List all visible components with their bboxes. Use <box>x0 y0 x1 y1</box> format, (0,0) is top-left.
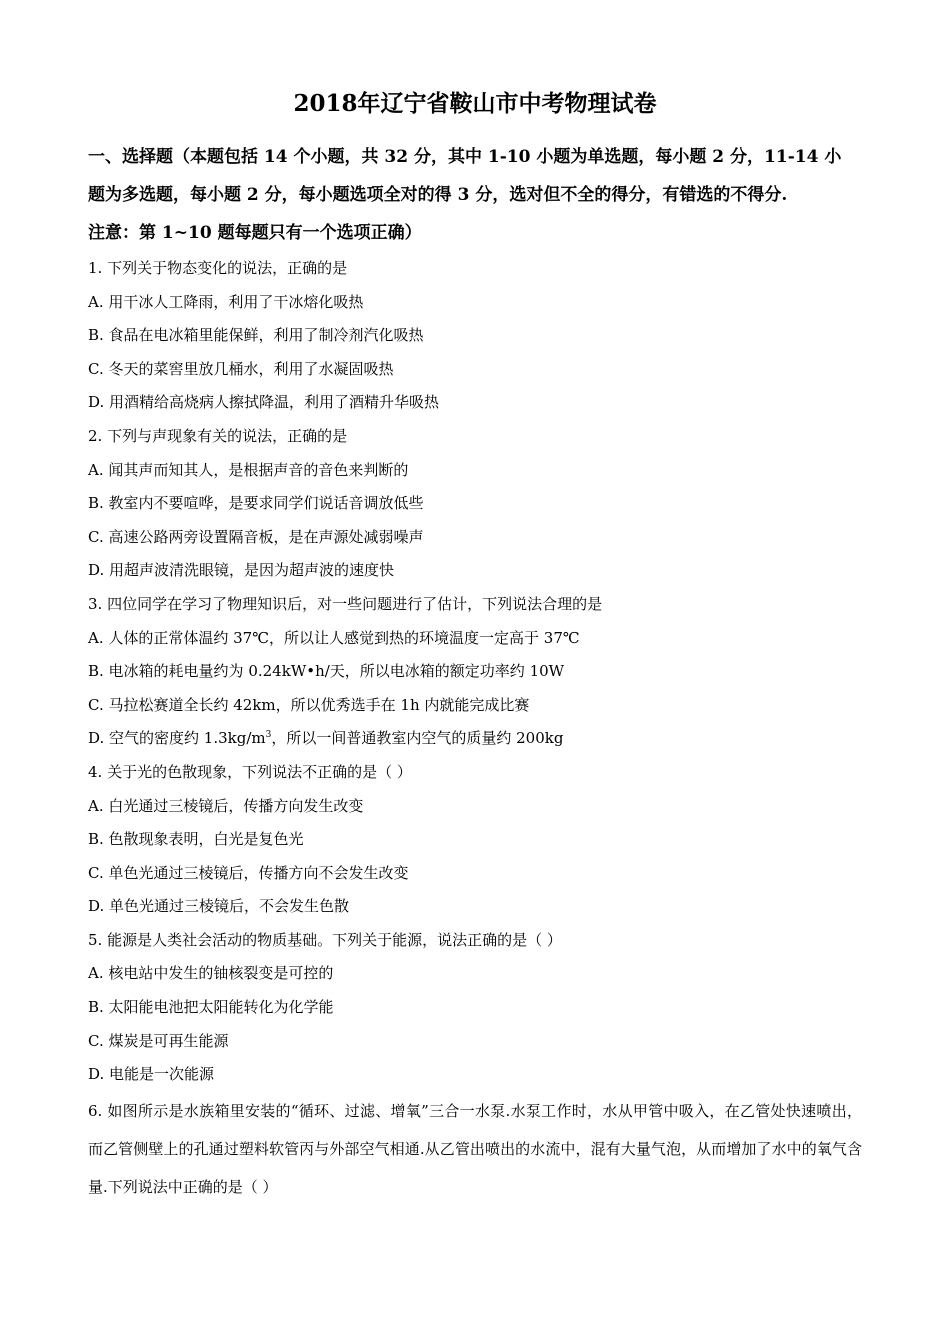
section-header-line: 注意：第 1~10 题每题只有一个选项正确） <box>88 223 422 243</box>
question-3 <box>88 588 862 756</box>
question-stem: 4. 关于光的色散现象，下列说法不正确的是（ ） <box>88 762 412 781</box>
question-stem: 6. 如图所示是水族箱里安装的“循环、过滤、增氧”三合一水泵.水泵工作时，水从甲管中吸入，在乙管处快速喷出，而乙管侧壁上的孔通过塑料软管丙与外部空气相通.从乙管出喷出的水流中，混有大量气泡，从而增加了水中的氧气含量.下列说法中正确的是（ ） <box>88 1101 862 1196</box>
option-a: A. 闻其声而知其人，是根据声音的音色来判断的 <box>88 460 409 479</box>
option-a: A. 核电站中发生的铀核裂变是可控的 <box>88 964 334 983</box>
section-header-line: 一、选择题（本题包括 14 个小题，共 32 分，其中 1-10 小题为单选题，每小题 2 分，11-14 小 <box>88 147 842 167</box>
option-d <box>88 722 862 756</box>
option-d-text-rest: ，所以一间普通教室内空气的质量约 200kg <box>271 729 564 748</box>
option-b: B. 色散现象表明，白光是复色光 <box>88 830 304 849</box>
option-d: D. 电能是一次能源 <box>88 1065 215 1084</box>
question-4 <box>88 756 862 924</box>
question-stem: 1. 下列关于物态变化的说法，正确的是 <box>88 259 348 277</box>
option-c: C. 煤炭是可再生能源 <box>88 1031 229 1050</box>
option-a: A. 用干冰人工降雨，利用了干冰熔化吸热 <box>88 292 364 311</box>
option-c: C. 冬天的菜窖里放几桶水，利用了水凝固吸热 <box>88 359 394 378</box>
question-2 <box>88 420 862 588</box>
option-d: D. 用超声波清洗眼镜，是因为超声波的速度快 <box>88 561 395 580</box>
option-b: B. 教室内不要喧哗，是要求同学们说话音调放低些 <box>88 494 424 513</box>
superscript-exponent: 3 <box>265 730 272 741</box>
option-a: A. 人体的正常体温约 37℃，所以让人感觉到热的环境温度一定高于 37℃ <box>88 628 580 647</box>
option-c: C. 马拉松赛道全长约 42km，所以优秀选手在 1h 内就能完成比赛 <box>88 695 530 714</box>
question-stem: 5. 能源是人类社会活动的物质基础。下列关于能源，说法正确的是（ ） <box>88 930 562 949</box>
option-d: D. 单色光通过三棱镜后，不会发生色散 <box>88 897 350 916</box>
option-d-text: D. 空气的密度约 1.3kg/m <box>88 729 266 748</box>
option-c: C. 高速公路两旁设置隔音板，是在声源处减弱噪声 <box>88 527 424 546</box>
question-6 <box>88 1092 862 1206</box>
question-stem: 3. 四位同学在学习了物理知识后，对一些问题进行了估计，下列说法合理的是 <box>88 594 603 613</box>
option-b: B. 太阳能电池把太阳能转化为化学能 <box>88 998 334 1017</box>
section-header <box>88 138 862 252</box>
option-c: C. 单色光通过三棱镜后，传播方向不会发生改变 <box>88 863 409 882</box>
option-b: B. 电冰箱的耗电量约为 0.24kW•h/天，所以电冰箱的额定功率约 10W <box>88 662 565 681</box>
question-5 <box>88 924 862 1092</box>
question-stem: 2. 下列与声现象有关的说法，正确的是 <box>88 426 348 445</box>
option-a: A. 白光通过三棱镜后，传播方向发生改变 <box>88 796 364 815</box>
page-title: 2018年辽宁省鞍山市中考物理试卷 <box>293 90 657 117</box>
question-1 <box>88 252 862 420</box>
option-b: B. 食品在电冰箱里能保鲜，利用了制冷剂汽化吸热 <box>88 326 424 345</box>
option-d: D. 用酒精给高烧病人擦拭降温，利用了酒精升华吸热 <box>88 393 440 412</box>
section-header-line: 题为多选题，每小题 2 分，每小题选项全对的得 3 分，选对但不全的得分，有错选的不得分. <box>88 185 788 205</box>
